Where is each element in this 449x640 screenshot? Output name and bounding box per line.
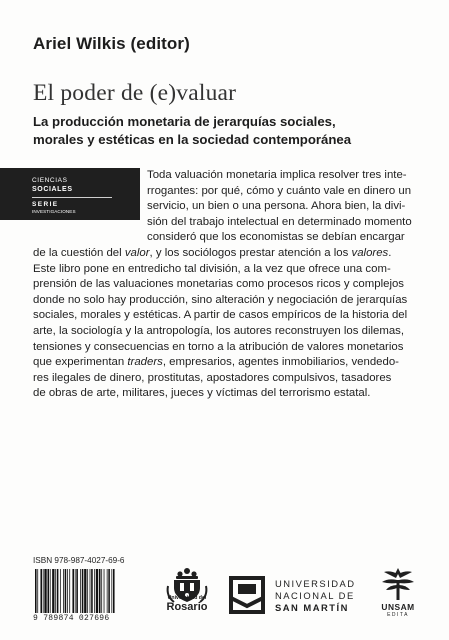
barcode-bar (37, 569, 38, 613)
blurb-line: rrogantes: por qué, cómo y cuánto vale en dinero un (147, 184, 412, 197)
blurb-line: res ilegales de dinero, prostitutas, apostadores compulsivos, tasadores (33, 371, 392, 384)
unsam-wordmark (275, 578, 356, 614)
blurb-line: arte, la sociología y la antropología, los autores reconstruyen los dilemas, (33, 324, 405, 337)
barcode-bar (82, 569, 84, 613)
series-label-sociales: SOCIALES (32, 186, 73, 193)
blurb-line: sociales, morales y estéticas. A partir de casos empíricos de la historia del (33, 309, 408, 322)
edita-caption-top: UNSAM (381, 602, 415, 612)
book-title: El poder de (e)valuar (33, 80, 237, 106)
blurb-fragment: , empresarios, agentes inmobiliarios, vendedo- (162, 356, 399, 369)
barcode-bar (35, 569, 37, 613)
series-label-serie: SERIE (32, 201, 59, 208)
blurb-fragment: , y los sociólogos prestar atención a los (149, 246, 352, 259)
barcode-bar (69, 569, 70, 613)
barcode-bar (67, 569, 68, 613)
rosario-caption-top: Universidad del (167, 595, 207, 601)
barcode-bar (55, 569, 56, 613)
blurb-line (33, 355, 423, 371)
barcode-bar (99, 569, 101, 613)
barcode-bar (111, 569, 112, 613)
blurb-fragment: que experimentan (33, 356, 128, 369)
barcode-bar (96, 569, 98, 613)
subtitle-line: morales y estéticas en la sociedad contemporánea (33, 132, 352, 147)
edita-caption-bottom: EDITA (387, 612, 409, 618)
tree-icon (380, 566, 416, 600)
barcode-bar (52, 569, 54, 613)
blurb-line: servicio, un bien o una persona. Ahora bien, la divi- (147, 200, 406, 213)
barcode-bar (91, 569, 93, 613)
unsam-line: SAN MARTÍN (275, 602, 349, 613)
barcode-bar (94, 569, 95, 613)
blurb-fragment: . (388, 246, 392, 259)
barcode-bar (65, 569, 67, 613)
barcode-bar (60, 569, 61, 613)
blurb-fragment: de la cuestión del (33, 246, 125, 259)
isbn-label: ISBN 978-987-4027-69-6 (33, 556, 125, 565)
blurb-line: sión del trabajo intelectual en determinado momento (147, 215, 412, 228)
barcode-number: 9 789874 027696 (33, 614, 110, 623)
barcode-bar (107, 569, 108, 613)
barcode-bar (50, 569, 51, 613)
barcode-icon (33, 569, 141, 613)
blurb-line (33, 246, 423, 262)
author-name: Ariel Wilkis (editor) (33, 34, 190, 53)
blurb-line: tensiones y consecuencias en torno a la atribución de valores monetarios (33, 340, 404, 353)
barcode-bar (57, 569, 59, 613)
barcode-bar (87, 569, 88, 613)
barcode-bar (90, 569, 91, 613)
barcode-bar (101, 569, 102, 613)
series-label-ciencias: CIENCIAS (32, 177, 68, 184)
barcode-bar (40, 569, 42, 613)
blurb-line: prensión de las valuaciones monetarias como procesos ricos y complejos (33, 278, 405, 291)
subtitle-line: La producción monetaria de jerarquías sociales, (33, 114, 336, 129)
unsam-line: NACIONAL DE (275, 590, 355, 601)
blurb-line: Este libro pone en entredicho tal división, a la vez que ofrece una com- (33, 262, 391, 275)
barcode-bar (63, 569, 64, 613)
barcode-bar (104, 569, 105, 613)
barcode-bar (72, 569, 74, 613)
barcode-bar (43, 569, 44, 613)
barcode-bar (47, 569, 49, 613)
blurb-line: consideró que los economistas se debían encargar (147, 231, 405, 244)
unsam-line: UNIVERSIDAD (275, 578, 356, 589)
open-book-icon (229, 576, 265, 614)
barcode-bar (44, 569, 46, 613)
series-label-investigaciones: INVESTIGACIONES (32, 209, 76, 214)
barcode-bar (84, 569, 86, 613)
blurb-paragraph (33, 168, 423, 402)
barcode-bar (108, 569, 110, 613)
barcode-bar (75, 569, 76, 613)
blurb-italic-word: traders (127, 356, 163, 369)
blurb-italic-word: valor (124, 246, 150, 259)
barcode-bar (113, 569, 115, 613)
barcode-bar (76, 569, 78, 613)
blurb-line: Toda valuación monetaria implica resolver tres inte- (147, 169, 407, 181)
book-subtitle (33, 113, 433, 149)
barcode-bar (80, 569, 81, 613)
blurb-line: de obras de arte, militares, jueces y víctimas del terrorismo estatal. (33, 387, 371, 400)
rosario-caption-main: Rosario (166, 601, 208, 613)
university-crest-icon (160, 564, 214, 624)
blurb-line: donde no solo hay producción, sino alteración y negociación de jerarquías (33, 293, 408, 306)
blurb-italic-word: valores (351, 246, 389, 259)
